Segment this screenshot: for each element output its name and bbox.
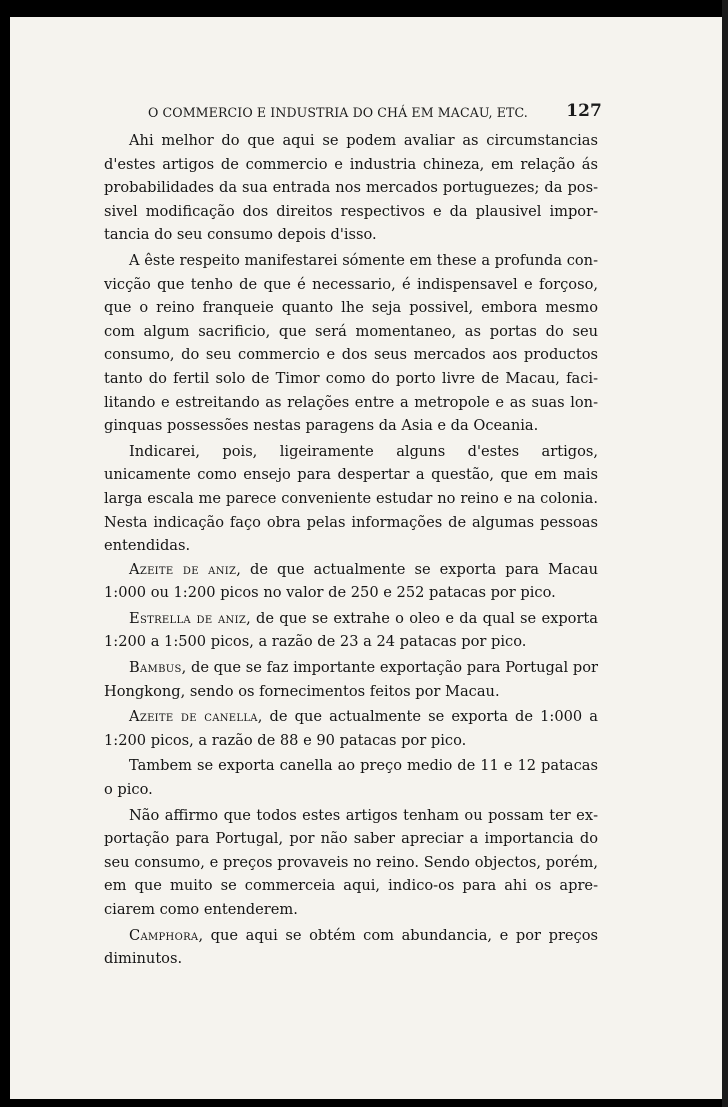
paragraph-text: Indicarei, pois, ligeiramente alguns d'estes artigos, unicamente como ensejo para despertar a questão, que em mais larga escala me parece conveniente estudar no reino e na colonia. Nesta indicação faço obra pelas informações de algumas pessoas entendidas. [104,442,598,555]
item-name: Bambus [129,659,182,677]
paragraph [104,656,598,703]
running-head [148,101,602,121]
paragraph-text: , de que actualmente se exporta de 1:000 a 1:200 picos, a razão de 88 e 90 patacas por pico. [104,708,599,749]
paragraph-text: Não affirmo que todos estes artigos tenham ou possam ter exportação para Portugal, por não saber apreciar a importancia do seu consumo, e preços provaveis no reino. Sendo objectos, porém, em que muito se commerceia aqui, indico-os para ahi os apreciarem como entenderem. [104,806,598,918]
paragraph-text: , que aqui se obtém com abundancia, e por preços diminutos. [104,926,598,968]
item-name: Camphora [129,926,199,944]
paragraph-text: , de que se faz importante exportação para Portugal por Hongkong, sendo os fornecimentos feitos por Macau. [104,659,598,700]
paragraph-text: , de que se extrahe o oleo e da qual se exporta 1:200 a 1:500 picos, a razão de 23 a 24 patacas por pico. [104,609,598,651]
paragraph-text: A êste respeito manifestarei sómente em these a profunda convicção que tenho de que é necessario, é indispensavel e forçoso, que o reino franqueie quanto lhe seja possivel, embora mesmo com algum sacrificio, que será momentaneo, as portas do seu consumo, do seu commercio e dos seus mercados aos productos tanto do fertil solo de Timor como do porto livre de Macau, facilitando e estreitando as relações entre a metropole e as suas longinquas possessões nestas paragens da Asia e da Oceania. [104,251,598,435]
paragraph [104,249,598,438]
item-name: Azeite de aniz [129,560,237,578]
paragraph [104,129,598,247]
item-name: Estrella de aniz [129,609,247,627]
item-name: Azeite de canella [129,708,258,726]
paragraph [104,924,598,971]
book-page [10,17,722,1099]
body-text [104,129,598,971]
paragraph-text: , de que actualmente se exporta para Macau 1:000 ou 1:200 picos no valor de 250 e 252 patacas por pico. [104,560,598,602]
paragraph [104,804,598,922]
paragraph [104,754,598,801]
running-head-title: O COMMERCIO E INDUSTRIA DO CHÁ EM MACAU, ETC. [148,105,528,120]
paragraph-text: Tambem se exporta canella ao preço medio de 11 e 12 patacas o pico. [104,757,598,799]
paragraph [104,558,598,605]
paragraph-text: Ahi melhor do que aqui se podem avaliar as circumstancias d'estes artigos de commercio e industria chineza, em relação ás probabilidades da sua entrada nos mercados portuguezes; da possivel modificação dos direitos respectivos e da plausivel importancia do seu consumo depois d'isso. [104,132,598,244]
page-number: 127 [566,101,602,121]
paragraph [104,440,598,558]
paragraph [104,607,598,654]
scan-edge [722,0,728,1107]
paragraph [104,705,598,752]
